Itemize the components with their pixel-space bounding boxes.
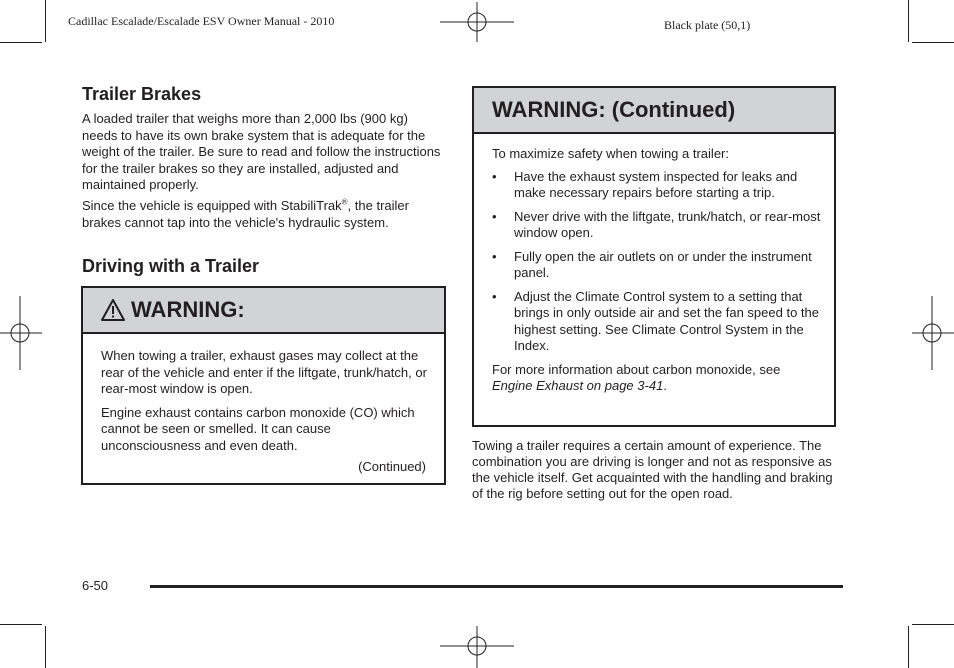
warning-body: [101, 348, 431, 454]
registration-mark-icon: [0, 296, 42, 370]
registration-mark-icon: [912, 296, 954, 370]
crop-mark: [908, 0, 909, 42]
warning-paragraph: When towing a trailer, exhaust gases may collect at the rear of the vehicle and enter if the liftgate, trunk/hatch, or rear-most window is open.: [101, 348, 427, 396]
continued-label: (Continued): [358, 459, 426, 474]
warning-header: [83, 288, 444, 334]
header-title: Cadillac Escalade/Escalade ESV Owner Manual - 2010: [68, 14, 335, 28]
warning-intro: To maximize safety when towing a trailer:: [492, 146, 729, 161]
crop-mark: [912, 624, 954, 625]
towing-experience-paragraph: Towing a trailer requires a certain amount of experience. The combination you are driving is longer and not as responsive as the vehicle itself. Get acquainted with the handling and braking of the rig before setting out for the open road.: [472, 438, 833, 501]
bullet-item: • Have the exhaust system inspected for leaks and make necessary repairs before starting a trip.: [492, 169, 822, 202]
warning-triangle-icon: [101, 299, 125, 321]
crop-mark: [0, 42, 42, 43]
more-info-end: .: [663, 378, 667, 393]
stabilitrak-text-a: Since the vehicle is equipped with StabiliTrak: [82, 198, 342, 213]
crop-mark: [908, 626, 909, 668]
bullet-item: • Adjust the Climate Control system to a setting that brings in only outside air and set the fan speed to the highest setting. See Climate Control System in the Index.: [492, 289, 822, 355]
header-plate: Black plate (50,1): [664, 18, 751, 32]
section-title-driving-with-trailer: Driving with a Trailer: [82, 256, 260, 276]
warning-continued-box: [472, 86, 836, 427]
bullet-item: • Never drive with the liftgate, trunk/hatch, or rear-most window open.: [492, 209, 822, 242]
registration-mark-icon: [440, 2, 514, 42]
stabilitrak-paragraph: [82, 198, 442, 231]
more-info-paragraph: [492, 362, 822, 395]
crop-mark: [45, 626, 46, 668]
warning-box: [81, 286, 446, 485]
warning-continued-title: WARNING: (Continued): [492, 97, 736, 122]
registration-mark-icon: [440, 626, 514, 668]
section-title-trailer-brakes: Trailer Brakes: [82, 84, 202, 104]
crop-mark: [45, 0, 46, 42]
more-info-text: For more information about carbon monoxide, see: [492, 361, 781, 377]
footer-rule: [150, 585, 843, 588]
trailer-brakes-paragraph: A loaded trailer that weighs more than 2,000 lbs (900 kg) needs to have its own brake system that is adequate for the weight of the trailer. Be sure to read and follow the instructions for the trailer brakes so they are installed, adjusted and maintained properly.: [82, 111, 441, 192]
warning-title: WARNING:: [131, 297, 245, 322]
crop-mark: [912, 42, 954, 43]
warning-continued-header: [474, 88, 834, 134]
warning-paragraph: Engine exhaust contains carbon monoxide (CO) which cannot be seen or smelled. It can cause unconsciousness and even death.: [101, 404, 415, 453]
safety-bullet-list: [492, 169, 822, 355]
page-number: 6-50: [82, 578, 109, 593]
engine-exhaust-reference[interactable]: Engine Exhaust on page 3-41: [492, 378, 664, 393]
crop-mark: [0, 624, 42, 625]
stabilitrak-text-b: , the trailer brakes cannot tap into the vehicle's hydraulic system.: [82, 198, 409, 230]
bullet-item: • Fully open the air outlets on or under the instrument panel.: [492, 249, 822, 282]
warning-continued-body: [492, 146, 822, 395]
registered-mark: ®: [341, 197, 348, 207]
